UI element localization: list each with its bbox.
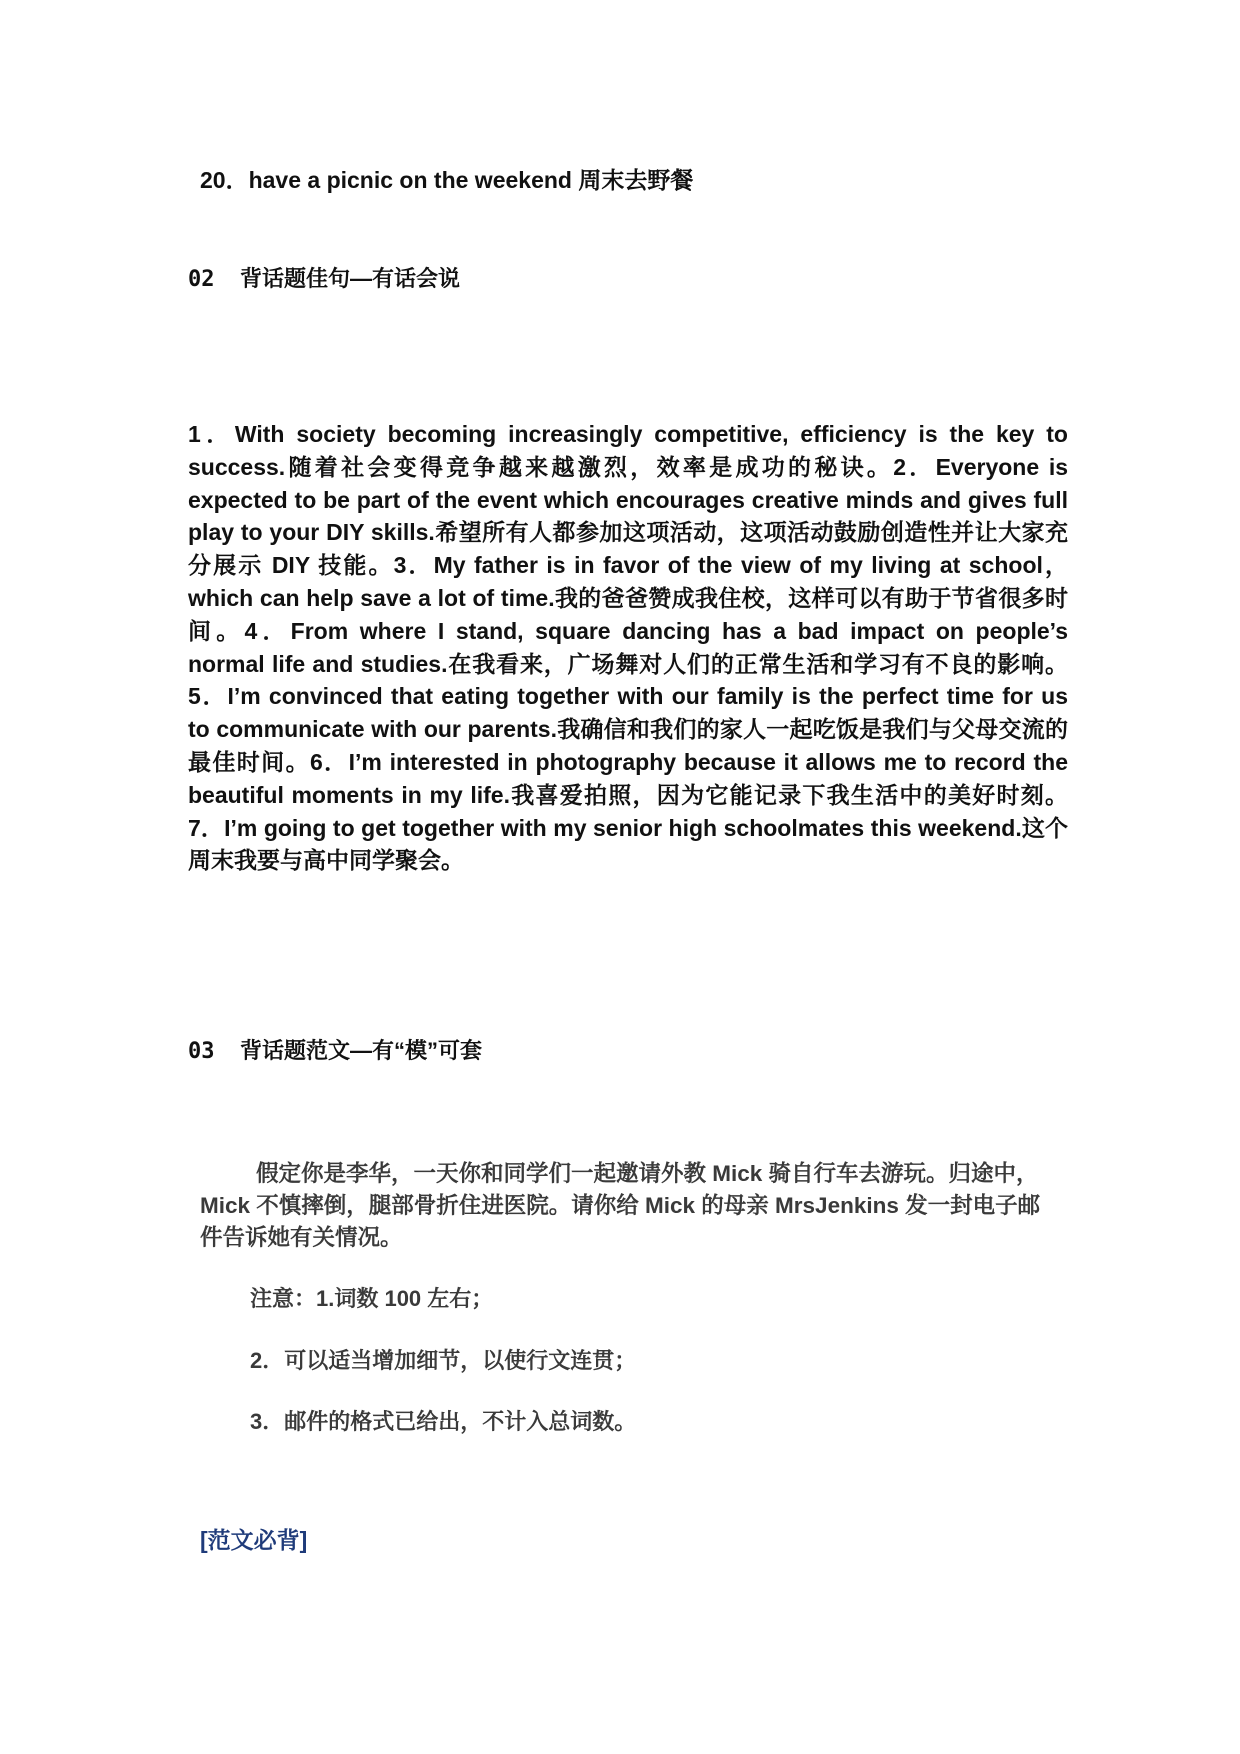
- note-item: 注意：1.词数 100 左右；: [250, 1286, 494, 1311]
- writing-prompt: 假定你是李华，一天你和同学们一起邀请外教 Mick 骑自行车去游玩。归途中，Mick 不慎摔倒，腿部骨折住进医院。请你给 Mick 的母亲 MrsJenkins 发一封电子邮件告诉她有关情况。: [200, 1161, 1041, 1250]
- note-item: 3．邮件的格式已给出，不计入总词数。: [250, 1409, 637, 1434]
- section-heading-03: [188, 1034, 482, 1065]
- section-number: 02: [188, 267, 215, 292]
- sentence-item: 1．With society becoming increasingly competitive, efficiency is the key to success.随着社会变得竞争越来越激烈，效率是成功的秘诀。: [188, 421, 1068, 480]
- section-heading-02: [188, 262, 460, 293]
- model-essay-label: [范文必背]: [200, 1527, 308, 1553]
- sentence-item: 5．I’m convinced that eating together with our family is the perfect time for us to communicate with our parents.我确信和我们的家人一起吃饭是我们与父母交流的最佳时间。: [188, 683, 1068, 775]
- section-number: 03: [188, 1039, 215, 1064]
- note-item: 2．可以适当增加细节，以使行文连贯；: [250, 1348, 637, 1373]
- sentence-item: 2．Everyone is expected to be part of the event which encourages creative minds and gives full play to your DIY skills.希望所有人都参加这项活动，这项活动鼓励创造性并让大家充分展示 DIY 技能。: [188, 453, 1068, 579]
- sentence-item: 7．I’m going to get together with my senior high schoolmates this weekend.这个周末我要与高中同学聚会。: [188, 814, 1068, 874]
- section-title: 背话题范文—有“模”可套: [240, 1038, 483, 1063]
- sentence-item: 4．From where I stand, square dancing has a bad impact on people’s normal life and studies.在我看来，广场舞对人们的正常生活和学习有不良的影响。: [188, 617, 1069, 677]
- sentence-paragraph: [188, 418, 1068, 877]
- phrase-item-20: 20．have a picnic on the weekend 周末去野餐: [200, 167, 694, 193]
- section-title: 背话题佳句—有话会说: [240, 266, 461, 291]
- sentence-item: 6．I’m interested in photography because it allows me to record the beautiful moments in my life.我喜爱拍照，因为它能记录下我生活中的美好时刻。: [188, 748, 1068, 808]
- sentence-item: 3．My father is in favor of the view of my living at school，which can help save a lot of time.我的爸爸赞成我住校，这样可以有助于节省很多时间。: [188, 552, 1068, 644]
